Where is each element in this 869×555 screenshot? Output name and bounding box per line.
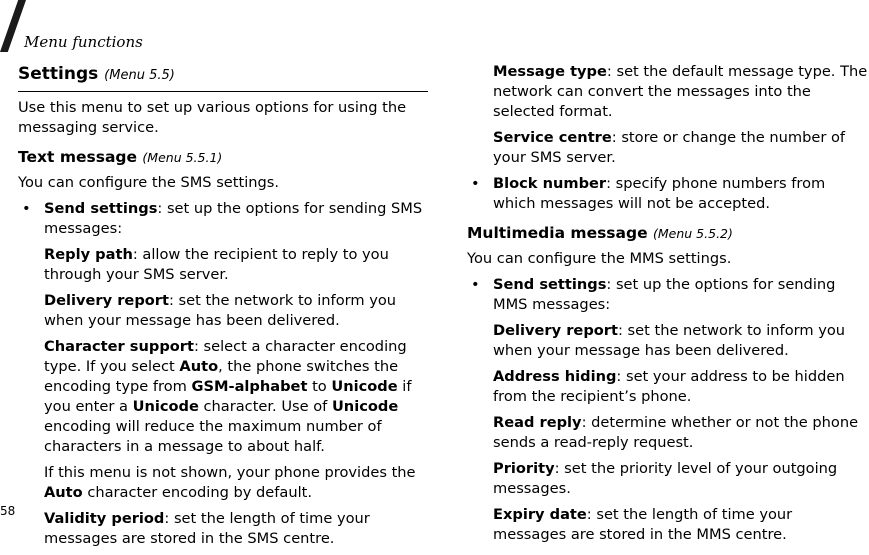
reply-path-item: Reply path: allow the recipient to reply to you through your SMS server. (44, 246, 389, 283)
block-number-item: • Block number: specify phone numbers from which messages will not be accepted. (471, 175, 826, 212)
page-header-title: Menu functions (24, 33, 143, 51)
multimedia-message-heading: Multimedia message (Menu 5.5.2) (467, 224, 733, 242)
message-type-item: Message type: set the default message type. The network can convert the messages into the selected format. (493, 63, 868, 120)
text-message-heading: Text message (Menu 5.5.1) (18, 148, 223, 166)
header-decoration (0, 0, 26, 52)
settings-menu-ref: (Menu 5.5) (104, 68, 175, 83)
multimedia-menu-ref: (Menu 5.5.2) (653, 226, 733, 241)
settings-intro: Use this menu to set up various options for using the messaging service. (18, 99, 407, 136)
mms-delivery-report-item: Delivery report: set the network to inform you when your message has been delivered. (493, 322, 846, 359)
bullet-icon: • (471, 276, 480, 293)
character-support-item: Character support: select a character encoding type. If you select Auto, the phone switches the encoding type from GSM-alphabet to Unicode if you enter a Unicode character. Use of Unicode encoding will reduce the maximum number of characters in a message to about half. (44, 338, 412, 455)
validity-period-item: Validity period: set the length of time your messages are stored in the SMS centre. (44, 510, 370, 547)
settings-heading: Settings (Menu 5.5) (18, 62, 428, 92)
send-settings-item: • Send settings: set up the options for sending SMS messages: (22, 200, 423, 237)
address-hiding-item: Address hiding: set your address to be hidden from the recipient’s phone. (493, 368, 845, 405)
right-column (467, 62, 869, 551)
text-message-menu-ref: (Menu 5.5.1) (142, 150, 223, 165)
bullet-icon: • (22, 200, 31, 217)
expiry-date-item: Expiry date: set the length of time your messages are stored in the MMS centre. (493, 506, 793, 543)
page-number: 58 (0, 504, 16, 518)
mms-send-settings-item: • Send settings: set up the options for sending MMS messages: (471, 276, 836, 313)
text-message-intro: You can configure the SMS settings. (18, 174, 280, 191)
bullet-icon: • (471, 175, 480, 192)
service-centre-item: Service centre: store or change the number of your SMS server. (493, 129, 846, 166)
left-column (18, 62, 428, 555)
read-reply-item: Read reply: determine whether or not the phone sends a read-reply request. (493, 414, 859, 451)
character-support-note: If this menu is not shown, your phone provides the Auto character encoding by default. (44, 464, 416, 501)
delivery-report-item: Delivery report: set the network to inform you when your message has been delivered. (44, 292, 397, 329)
multimedia-intro: You can configure the MMS settings. (467, 250, 732, 267)
priority-item: Priority: set the priority level of your outgoing messages. (493, 460, 838, 497)
